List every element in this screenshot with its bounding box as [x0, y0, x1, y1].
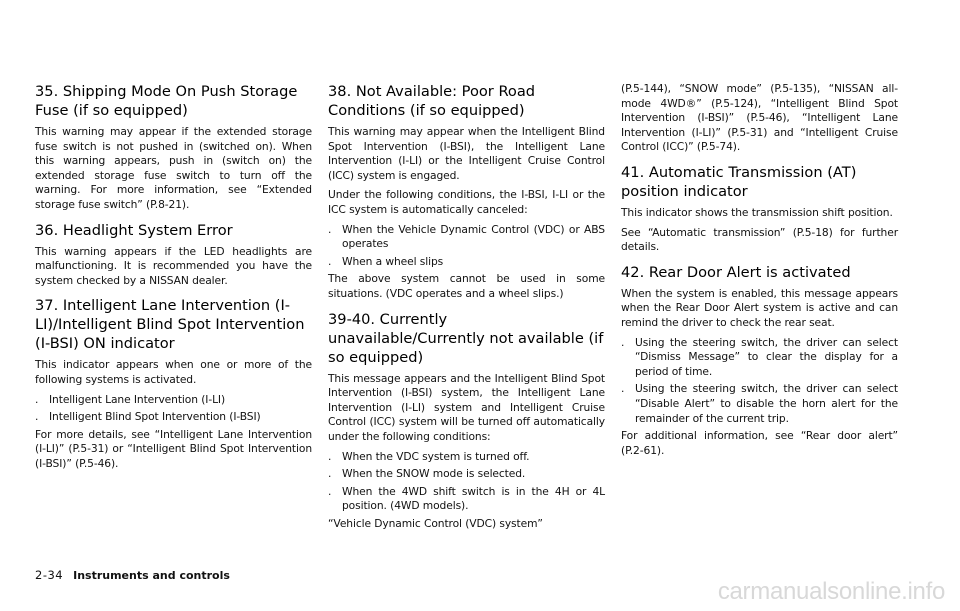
paragraph: “Vehicle Dynamic Control (VDC) system”: [328, 516, 543, 530]
section-continuation: [621, 82, 898, 155]
paragraph: This message appears and the Intelligent Blind Spot Intervention (I-BSI) system, the Intelligent Lane Intervention (I-LI) system and Intelligent Cruise Control (ICC) system will be turned off automatically under the following conditions:: [328, 371, 605, 443]
section-heading: 39-40. Currently unavailable/Currently not available (if so equipped): [328, 310, 604, 366]
bullet-item: [328, 255, 605, 270]
section-heading: 36. Headlight System Error: [35, 221, 233, 239]
section-38: [328, 82, 605, 302]
paragraph: For additional information, see “Rear door alert” (P.2-61).: [621, 429, 898, 457]
page-footer: [35, 568, 230, 582]
paragraph: For more details, see “Intelligent Lane Intervention (I-LI)” (P.5-31) or “Intelligent Blind Spot Intervention (I-BSI)” (P.5-46).: [35, 427, 312, 470]
bullet-dot: .: [328, 449, 332, 463]
footer-section-title: Instruments and controls: [73, 569, 230, 582]
bullet-text: Using the steering switch, the driver can select “Disable Alert” to disable the horn alert for the remainder of the current trip.: [635, 382, 898, 425]
bullet-dot: .: [35, 392, 39, 406]
section-42: [621, 263, 898, 459]
section-39-40: [328, 310, 605, 532]
bullet-text: When the VDC system is turned off.: [342, 449, 530, 463]
bullet-text: Intelligent Blind Spot Intervention (I-BSI): [49, 410, 261, 424]
bullet-dot: .: [328, 484, 332, 498]
section-heading: 38. Not Available: Poor Road Conditions (if so equipped): [328, 83, 536, 119]
bullet-dot: .: [621, 335, 625, 349]
paragraph: This warning may appear if the extended storage fuse switch is not pushed in (switched on). When this warning appears, push in (switch on) the extended storage fuse switch to turn off the warning. For more information, see “Extended storage fuse switch” (P.8-21).: [35, 125, 312, 211]
column-left: [35, 82, 312, 480]
bullet-dot: .: [328, 467, 332, 481]
section-36: [35, 221, 312, 289]
paragraph: Under the following conditions, the I-BSI, I-LI or the ICC system is automatically canceled:: [328, 188, 605, 216]
paragraph: When the system is enabled, this message appears when the Rear Door Alert system is active and can remind the driver to check the rear seat.: [621, 286, 898, 329]
bullet-dot: .: [35, 410, 39, 424]
paragraph: This indicator shows the transmission shift position.: [621, 205, 893, 219]
paragraph: See “Automatic transmission” (P.5-18) for further details.: [621, 225, 898, 254]
bullet-text: Intelligent Lane Intervention (I-LI): [49, 392, 226, 406]
bullet-text: When the 4WD shift switch is in the 4H or 4L position. (4WD models).: [342, 484, 605, 513]
section-heading: 37. Intelligent Lane Intervention (I-LI)/Intelligent Blind Spot Intervention (I-BSI) ON indicator: [35, 297, 305, 353]
bullet-dot: .: [621, 382, 625, 396]
bullet-item: [621, 382, 898, 426]
watermark: carmanualsonline.info: [717, 578, 945, 605]
paragraph: (P.5-144), “SNOW mode” (P.5-135), “NISSAN all-mode 4WD®” (P.5-124), “Intelligent Blind Spot Intervention (I-BSI)” (P.5-46), “Intelligent Lane Intervention (I-LI)” (P.5-31) and “Intelligent Cruise Control (ICC)” (P.5-74).: [621, 82, 898, 154]
paragraph: This warning may appear when the Intelligent Blind Spot Intervention (I-BSI), the Intelligent Lane Intervention (I-LI) or the Intelligent Cruise Control (ICC) system is engaged.: [328, 125, 605, 182]
bullet-item: [328, 450, 605, 465]
section-37: [35, 296, 312, 471]
section-41: [621, 163, 898, 255]
bullet-dot: .: [328, 254, 332, 268]
paragraph: This indicator appears when one or more of the following systems is activated.: [35, 358, 312, 386]
bullet-item: [621, 336, 898, 380]
bullet-text: When a wheel slips: [342, 254, 444, 268]
bullet-text: When the Vehicle Dynamic Control (VDC) or ABS operates: [342, 222, 605, 251]
paragraph: The above system cannot be used in some situations. (VDC operates and a wheel slips.): [328, 272, 605, 300]
bullet-item: [328, 223, 605, 252]
bullet-dot: .: [328, 222, 332, 236]
bullet-text: Using the steering switch, the driver can select “Dismiss Message” to clear the display for a period of time.: [635, 335, 898, 378]
section-35: [35, 82, 312, 213]
section-heading: 35. Shipping Mode On Push Storage Fuse (if so equipped): [35, 83, 298, 119]
bullet-item: [328, 485, 605, 514]
bullet-item: [328, 467, 605, 482]
bullet-item: [35, 393, 312, 408]
section-heading: 42. Rear Door Alert is activated: [621, 263, 851, 281]
section-heading: 41. Automatic Transmission (AT) position indicator: [621, 163, 857, 200]
column-right: [621, 82, 898, 466]
column-middle: [328, 82, 605, 539]
bullet-item: [35, 410, 312, 425]
page-number: 2-34: [35, 568, 64, 582]
paragraph: This warning appears if the LED headlights are malfunctioning. It is recommended you have the system checked by a NISSAN dealer.: [35, 244, 312, 287]
bullet-text: When the SNOW mode is selected.: [342, 467, 526, 481]
